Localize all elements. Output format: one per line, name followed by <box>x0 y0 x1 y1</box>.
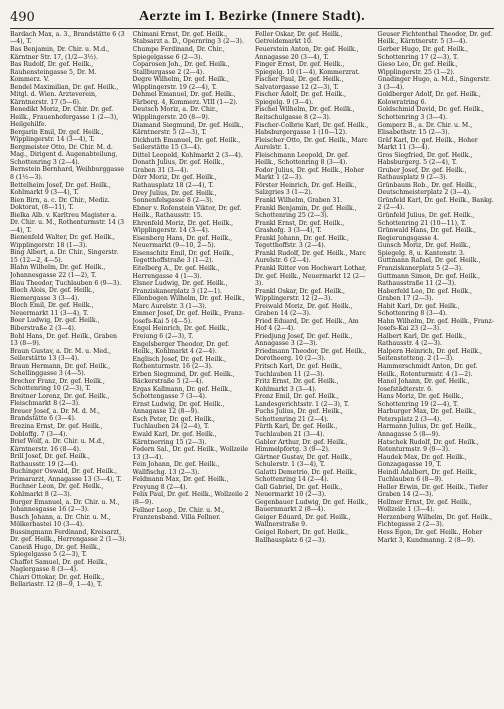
directory-entry: Brill Josef, Dr. gef. Heilk., Rathausstr. 19 (2—4). <box>10 453 90 468</box>
directory-entry: Habit Karl, Dr. gef. Heilk., Schottenring 8 (3—4). <box>377 302 460 318</box>
directory-entry: Gnadinger Hugo, a. M.d., Singerstr. 3 (3—4). <box>377 76 491 91</box>
directory-entry: Ehrenfeld Moriz, Dr. gef. Heilk., Wipplingerstr. 14 (3—4). <box>132 219 234 235</box>
directory-entry: Chiari Ottokar, Dr. gef. Heilk., Bellariastr. 12 (8—9, 1—4), T. <box>10 574 105 589</box>
directory-entry: Hahn Wilhelm, Dr. gef. Heilk., Franz-Josefs-Kai 23 (2—3). <box>377 317 494 333</box>
directory-entry: Engelsberger Theodor, Dr. gef. Heilk., Kohlmarkt 4 (2—4). <box>132 340 230 355</box>
page-header <box>10 6 494 28</box>
directory-entry: Coparosen Joh., Dr. gef. Heilk., Stallburgasse 2 (2—4). <box>132 61 230 76</box>
directory-entry: Bergarin Emil, Dr. gef. Heilk., Wipplingerstr. 14 (3—4), T. <box>10 128 104 144</box>
directory-entry: Chaffet Samuel, Dr. gef. Heilk., Naglergasse 8 (3—4). <box>10 558 108 574</box>
directory-entry: Gros Siegfried, Dr. gef. Heilk., Habsburgerg. 5 (2—4), T. <box>377 151 473 167</box>
directory-entry: Fellner Leop., Dr. Chir. u. M., Franzensband. Villa Fellner. <box>132 506 225 521</box>
directory-entry: Hans Moriz, Dr. gef. Heilk., Schottenring 19 (2—4), T. <box>377 393 464 408</box>
directory-entry: Frankl Johann, Dr. gef. Heilk., Tegetthoffstr. 3 (2—4). <box>255 234 349 250</box>
directory-entry: Grünfeld Julius, Dr. gef. Heilk., Schottenring 21 (10—11), T. <box>377 212 475 227</box>
directory-entry: Gegenbauer Ludwig, Dr. gef. Heilk., Bauernmarkt 2 (8—4). <box>255 498 369 514</box>
directory-entry: Goldschmid David, Dr. gef. Heilk., Schottenring 3 (3—4). <box>377 106 485 121</box>
directory-entry: Brecher Franz, Dr. gef. Heilk., Schottenring 10 (2—3), T. <box>10 377 105 393</box>
directory-entry: Ebner v. Rofenstein Viktor, Dr. gef. Heilk., Rathausstr. 15. <box>132 204 242 220</box>
directory-entry: Fritsch Karl, Dr. gef. Heilk., Tuchlauben 11 (2—3). <box>255 363 342 378</box>
directory-entry: Haberfeld Leo, Dr. gef. Heilk., Graben 17 (2—3). <box>377 287 472 303</box>
directory-entry: Gomperz B., a. Dr. Chir. u. M., Elisabethstr. 15 (2—3). <box>377 121 473 137</box>
directory-entry: Gall Gabriel, Dr. gef. Heilk., Neuermarkt 10 (2—3). <box>255 483 343 499</box>
directory-entry: Bloch Emil, Dr. gef. Heilk., Neuermarkt 11 (3—4), T. <box>10 302 94 317</box>
directory-entry: Brezina Ernst, Dr. gef. Heilk., Dobloffg. 7 (3—4). <box>10 423 103 438</box>
directory-entry: Heindl Adalbert, Dr. gef. Heilk., Tuchlauben 6 (8—9). <box>377 468 478 484</box>
directory-entry: Dörr Moriz, Dr. gef. Heilk., Rathausplatz 18 (2—4), T. <box>132 174 217 189</box>
page-number: 490 <box>10 9 35 25</box>
directory-entry: Buchinger Oswald, Dr. gef. Heilk., Primararzt, Annagasse 13 (3—4), T. <box>10 468 122 483</box>
directory-entry: Guttmann Rafael, Dr. gef. Heilk., Franziskanerplatz 5 (2—3). <box>377 257 481 272</box>
directory-entry: Bernstein Bernhard, Weihburggasse 8 (1½—3). <box>10 166 125 181</box>
directory-entry: Grünfeld Karl, Dr. gef. Heilk., Bankg. 2 (2—4). <box>377 197 494 212</box>
directory-entry: Geigel Robert, Dr. gef. Heilk., Ballhausplatz 6 (2—3). <box>255 529 349 544</box>
directory-entry: Englisch Josef, Dr. gef. Heilk., Rothenturmstr. 16 (2—3). <box>132 355 227 371</box>
directory-entry: Feuerstein Anton, Dr. gef. Heilk., Annagasse 20 (3—4), T. <box>255 46 359 61</box>
directory-entry: Gärtner Gustav, Dr. gef. Heilk., Schulerstr. 1 (3—4), T. <box>255 453 353 469</box>
directory-entry: Hatschek Rudolf, Dr. gef. Heilk., Rotenturmstr. 9 (9—3). <box>377 438 479 453</box>
directory-entry: Bienenfeld Walter, Dr. gef. Heilk., Wipplingerstr. 18 (1—3). <box>10 234 116 249</box>
directory-entry: Donath Julius, Dr. gef. Heilk., Graben 31 (3—4). <box>132 159 225 174</box>
directory-entry: Blahn Wilhelm, Dr. gef. Heilk., Johannesgasse 22 (1—2), T. <box>10 264 106 279</box>
directory-columns <box>10 31 494 703</box>
directory-entry: Frankl Wilhelm, Graben 31. <box>255 197 343 205</box>
directory-entry: Breitner Lorenz, Dr. gef. Heilk., Fleischmarkt 8 (2—3). <box>10 392 110 408</box>
directory-entry: Benedikt Moriz, Dr. Chir. Dr. gef. Heilk., Frauenhofergasse 1 (2—3), Heilgehilfe. <box>10 106 119 129</box>
directory-entry: Erben Siegmund, Dr. gef. Heilk., Bäckerstraße 5 (2—4). <box>132 370 235 386</box>
column-4 <box>378 31 495 703</box>
directory-entry: Feldmann Max, Dr. gef. Heilk., Freyung 8 (2—4). <box>132 476 229 491</box>
directory-entry: Gieso Leo, Dr. gef. Heilk., Wipplingerstr. 25 (1—2). <box>377 61 458 76</box>
directory-entry: Gerber Hugo, Dr. gef. Heilk., Schottenring 17 (2—3), T. <box>377 46 469 61</box>
directory-entry: Bussingmann Ferdinand, Kreisarzt, Dr. gef. Heilk., Herrengasse 2 (1—3). <box>10 528 127 544</box>
directory-entry: Diamand Siegmund, Dr. gef. Heilk., Kärntnerstr. 5 (2—3), T. <box>132 121 244 137</box>
directory-entry: Bohl Hans, Dr. gef. Heilk., Graben 13 (8—9). <box>10 332 118 347</box>
directory-entry: Braun Hermann, Dr. gef. Heilk., Schellinggasse 3 (4—5). <box>10 362 111 378</box>
directory-entry: Bloch Alois, Dr. gef. Heilk., Riemergasse 3 (3—4). <box>10 287 95 302</box>
directory-entry: Geiger Eduard, Dr. gef. Heilk., Wallnerstraße 9. <box>255 514 351 529</box>
directory-entry: Bas Benjamin, Dr. Chir. u. M.d., Kärntner Str. 17, (1/2—3½). <box>10 46 110 61</box>
directory-entry: Dickhuth Emanuel, Dr. gef. Heilk., Seilerstätte 15 (3—4). <box>132 136 241 152</box>
directory-entry: Fleischer Otto, Dr. gef. Heilk., Marc Aurelstr. 1. <box>255 136 368 152</box>
directory-entry: Goldberger Adolf, Dr. gef. Heilk., Kolowratring 6. <box>377 91 481 106</box>
directory-entry: Fischer-Colbrie Karl, Dr. gef. Heilk., Habsburgergasse 1 (10—12). <box>255 121 369 137</box>
directory-entry: Hellmer Ernst, Dr. gef. Heilk., Wollzeile 1 (3—4). <box>377 498 472 514</box>
directory-entry: Förster Heinrich, Dr. gef. Heilk., Salzgries 3 (1—2). <box>255 181 357 197</box>
directory-entry: Breuer Josef, a. Dr. M. d. M., Brandstätte 6 (3—4). <box>10 407 101 423</box>
directory-entry: Guttmann Simon, Dr. gef. Heilk., Rathausstraße 11 (2—3). <box>377 272 481 287</box>
directory-entry: Frankl Ernst, Dr. gef. Heilk., Grashofg. 3 (3—4), T. <box>255 219 345 235</box>
directory-entry: Bien Birn, a. c. Dr. Chir., Mediz. Doktorat, (8—11), T. <box>10 196 110 212</box>
directory-entry: Buchner Leon, Dr. gef. Heilk., Kohlmarkt 8 (2—3). <box>10 483 104 498</box>
directory-entry: Frankl Oskar, Dr. gef. Heilk., Wipplingerstr. 12 (2—3). <box>255 287 346 303</box>
directory-entry: Frankl Benjamin, Dr. gef. Heilk., Schottenring 25 (2—3). <box>255 204 357 220</box>
directory-entry: Boer Ludwig, Dr. gef. Heilk., Biberstraße 2 (3—4). <box>10 317 100 332</box>
directory-entry: Geuser Fichtenthal Theodor, Dr. gef. Heilk., Kärntnerstr. 5 (3—4). <box>377 31 493 46</box>
directory-entry: Braun Gustav, a. Dr. M. u. Med., Seilerstätte 13 (3—4). <box>10 347 111 363</box>
column-2 <box>133 31 250 703</box>
directory-entry: Bettelheim Josef, Dr. gef. Heilk., Kohlmarkt 9 (3—4), T. <box>10 181 111 197</box>
directory-entry: Bas Rudolf, Dr. gef. Heilk., Rauhensteingasse 5, Dr. M. Kommerz. V. <box>10 61 97 84</box>
directory-entry: Blau Theodor, Tuchlauben 6 (9—3). <box>10 279 122 287</box>
directory-entry: Fein Johann, Dr. gef. Heilk., Wallfischg. 13 (2—3). <box>132 461 220 476</box>
directory-entry: Halpern Heinrich, Dr. gef. Heilk., Seitenstetteng. 2 (1—3). <box>377 347 482 363</box>
directory-entry: Grünwald Hans, Dr. gef. Heilk., Regierungsgasse 4. <box>377 227 476 242</box>
directory-entry: Frankl Rudolf, Dr. gef. Heilk., Marc Aurelstr. 6 (2—4). <box>255 249 366 265</box>
directory-entry: Hammerschmidt Anton, Dr. gef. Heilk., Rotenturmstr. 4 (1—2). <box>377 363 478 378</box>
directory-entry: Deutsch Moriz, a. Dr. Chir., Wipplingerstr. 20 (8—9). <box>132 106 219 121</box>
directory-entry: Heller Erwin, Dr. gef. Heilk., Tiefer Graben 14 (2—3). <box>377 483 488 499</box>
directory-entry: Eisenberg Hans, Dr. gef. Heilk., Neuermarkt (9—10, 2—5). <box>132 234 232 250</box>
directory-entry: Felix Paul, Dr. gef. Heilk., Wollzeile 2 (8—9). <box>132 491 249 506</box>
directory-entry: Bardach Max, a. 3., Brandstätte 6 (3—4), T. <box>10 31 125 46</box>
directory-entry: Fleischmann Leopold, Dr. gef. Heilk., Schottenring 8 (3—4). <box>255 151 349 167</box>
directory-entry: Hanel Johann, Dr. gef. Heilk., Josefstädterstr. 6. <box>377 378 470 393</box>
directory-entry: Hess Egon, Dr. gef. Heilk., Hoher Markt 3, Kundmanng. 2 (8—9). <box>377 529 483 544</box>
directory-entry: Eitelberg A., Dr. gef. Heilk., Herrengasse 4 (1—3). <box>132 265 220 280</box>
directory-entry: Bing Albert, a. Dr. Chir., Singerstr. 15 (12—2, 4—5). <box>10 249 119 264</box>
directory-entry: Chimani Ernst, Dr. gef. Heilk., Stabsarzt a. D., Opernring 3 (2—3). <box>132 31 244 46</box>
directory-entry: Degre Wilhelm, Dr. gef. Heilk., Wipplingerstr. 19 (2—4), T. <box>132 76 229 91</box>
directory-entry: Ergas Kallmann, Dr. gef. Heilk., Schottengasse 7 (3—4). <box>132 385 232 401</box>
directory-entry: Haudek Max, Dr. gef. Heilk., Gonzagagasse 19, T. <box>377 453 467 469</box>
directory-entry: Fischer Adolf, Dr. gef. Heilk., Spiegelg. 9 (3—4). <box>255 91 347 106</box>
directory-entry: Fuchs Julius, Dr. gef. Heilk., Schottenring 21 (2—4). <box>255 408 343 423</box>
directory-entry: Fodor Julius, Dr. gef. Heilk., Hoher Markt 1 (2—3). <box>255 166 364 182</box>
directory-entry: Gräf Karl, Dr. gef. Heilk., Hoher Markt 11 (3—4). <box>377 136 478 152</box>
page-title: Aerzte im I. Bezirke (Innere Stadt). <box>138 9 366 24</box>
directory-entry: Bergmeister Otto, Dr. Chir. M. d. Mag., Dirigent d. Augenabteilung, Schottenring 3 (2—4). <box>10 143 118 166</box>
directory-entry: Fischel Wilhelm, Dr. gef. Heilk., Reitschulgasse 8 (2—3). <box>255 106 355 121</box>
directory-entry: Fronz Emil, Dr. gef. Heilk., Landesgerichtsstr. 1 (2—3), T. <box>255 393 350 408</box>
directory-entry: Engel Heinrich, Dr. gef. Heilk., Freiung 6 (2—3), T. <box>132 325 230 340</box>
directory-entry: Friedjung Josef, Dr. gef. Heilk., Annagasse 3 (2—3). <box>255 332 353 348</box>
directory-entry: Drey Julius, Dr. gef. Heilk., Sonnenfelsgasse 8 (2—3). <box>132 189 217 205</box>
directory-entry: Halbert Karl, Dr. gef. Heilk., Rathausstr. 4 (2—3). <box>377 332 467 348</box>
directory-entry: Brief Wolf, a. Dr. Chir. u. M.d., Kärntnerstr. 16 (8—4). <box>10 438 105 453</box>
directory-entry: Galatti Demetrio, Dr. gef. Heilk., Schottenring 14 (2—4). <box>255 468 357 484</box>
directory-entry: Esch Peter, Dr. gef. Heilk., Tuchlauben 24 (2—4), T. <box>132 415 216 431</box>
directory-entry: Fritz Ernst, Dr. gef. Heilk., Kohlmarkt 3 (3—4). <box>255 378 339 393</box>
directory-entry: Harburger Max, Dr. gef. Heilk., Petersplatz 2 (3—4). <box>377 408 476 423</box>
directory-entry: Feller Oskar, Dr. gef. Heilk., Getreidemarkt 10. <box>255 31 343 46</box>
directory-entry: Fischer Paul, Dr. gef. Heilk., Salvatorgasse 12 (2—3), T. <box>255 76 344 91</box>
directory-entry: Caneiß Hugo, Dr. gef. Heilk., Spiegelgasse 5 (2—3), T. <box>10 543 101 559</box>
directory-entry: Ewald Karl, Dr. gef. Heilk., Kärntnerring 15 (2—3). <box>132 431 217 446</box>
directory-entry: Ellenbogen Wilhelm, Dr. gef. Heilk., Marc Aurelstr. 3 (1—3). <box>132 295 246 310</box>
column-1 <box>10 31 127 703</box>
directory-entry: Busch Johann, a. Dr. Chir. u. M., Mölkerbastei 10 (3—4). <box>10 513 111 529</box>
column-3 <box>255 31 372 703</box>
directory-entry: Elsner Ludwig, Dr. gef. Heilk., Franziskanerplatz 3 (12—1). <box>132 280 228 295</box>
directory-entry: Dehmel Emanuel, Dr. gef. Heilk., Färberg. 4, Kommerz. VIII (1—2). <box>132 91 238 106</box>
directory-entry: Herzenberg Wilhelm, Dr. gef. Heilk., Fichtegasse 2 (2—3). <box>377 514 493 529</box>
directory-entry: Burger Emanuel, a. Dr. Chir. u. M., Johannesgasse 16 (2—3). <box>10 498 120 513</box>
directory-entry: Gunsch Moriz, Dr. gef. Heilk., Spiegelg. 8, u. Kantonstr. 3. <box>377 242 471 257</box>
directory-entry: Freiwald Moriz, Dr. gef. Heilk., Graben 14 (2—3). <box>255 302 353 318</box>
directory-entry: Grünbaum Rob., Dr. gef. Heilk., Deutschmeisterplatz 2 (3—4). <box>377 181 477 197</box>
directory-entry: Chumpe Ferdinand, Dr. Chir., Spiegelgasse 6 (2—3). <box>132 46 225 61</box>
directory-entry: Emmer Josef, Dr. gef. Heilk., Franz-Josefs-Kai 5 (4—5). <box>132 310 245 325</box>
directory-entry: Gabler Arthur, Dr. gef. Heilk., Himmelpfortg. 3 (9—2). <box>255 438 348 453</box>
directory-entry: Eisenschitz Emil, Dr. gef. Heilk., Tegetthoffstraße 3 (1—2). <box>132 249 234 265</box>
directory-entry: Bielka Alb. v. Karltreu Magister a. Dr. Chir. u. M., Rothenturmstr. 14 (3—4), T. <box>10 211 125 234</box>
directory-entry: Harmann Julius, Dr. gef. Heilk., Annagasse 5 (8—9). <box>377 423 477 438</box>
directory-entry: Federn Sal., Dr. gef. Heilk., Wollzeile 13 (3—4). <box>132 446 249 461</box>
directory-entry: Fürth Karl, Dr. gef. Heilk., Tuchlauben 21 (3—4). <box>255 423 338 438</box>
directory-entry: Bendel Maximilian, Dr. gef. Heilk., Mitgl. d. Wien. Arzteverein, Kärntnerstr. 17 (5—6). <box>10 83 119 106</box>
directory-entry: Friedmann Theodor, Dr. gef. Heilk., Dorotheerg. 10 (2—3). <box>255 347 367 363</box>
directory-entry: Fried Eduard, Dr. gef. Heilk., Am Hof 4 (2—4). <box>255 317 359 333</box>
directory-entry: Finger Ernst, Dr. gef. Heilk., Spiegelg. 10 (1—4), Kommerzrat. <box>255 61 360 76</box>
header-rule <box>10 28 494 29</box>
directory-entry: Gruber Josef, Dr. gef. Heilk., Rathausplatz 9 (2—3). <box>377 166 467 182</box>
directory-entry: Dittel Leopold, Kohlmarkt 2 (3—4). <box>132 151 243 159</box>
directory-entry: Ernst Ludwig, Dr. gef. Heilk., Annagasse 12 (8—9). <box>132 400 225 416</box>
directory-entry: Frankl Ritter von Hochwart Lothar, Dr. gef. Heilk., Neuermarkt 12 (2—3). <box>255 265 367 287</box>
